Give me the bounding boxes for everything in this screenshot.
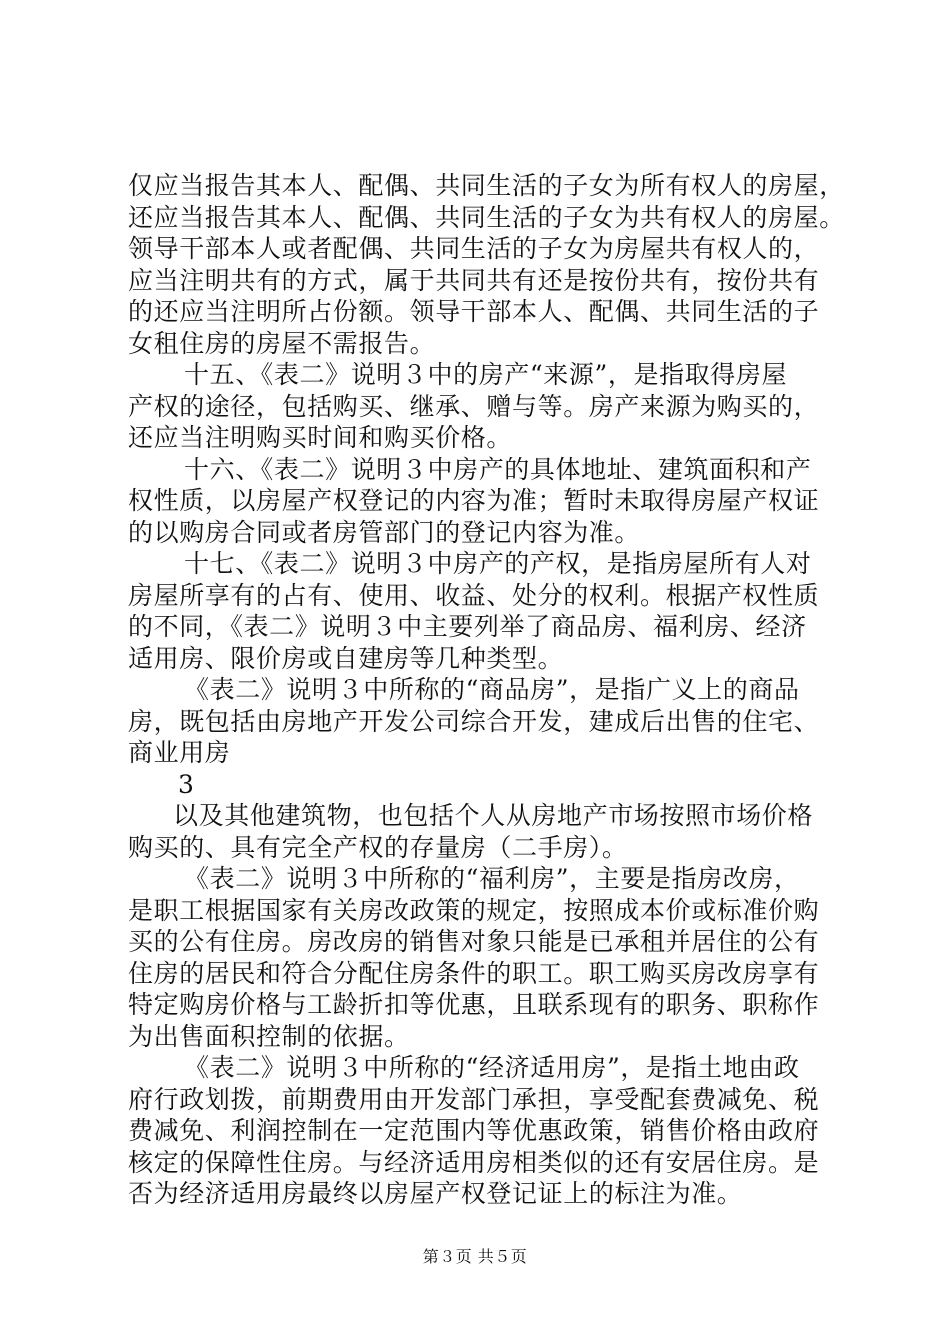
page-number-label: 第３页 共５页	[422, 1247, 528, 1266]
paragraph-welfare-housing	[128, 863, 838, 1052]
paragraph-item-15	[128, 359, 838, 454]
paragraph-item-16	[128, 454, 838, 549]
paragraph-commercial-housing-continued	[128, 800, 838, 863]
document-body	[128, 170, 845, 1210]
text-line: 适用房、限价房或自建房等几种类型。	[128, 643, 564, 673]
text-line: 费减免、利润控制在一定范围内等优惠政策，销售价格由政府	[128, 1116, 820, 1145]
text-line: 商业用房	[128, 738, 231, 767]
text-line: 核定的保障性住房。与经济适用房相类似的还有安居住房。是	[128, 1147, 820, 1177]
text-line: 府行政划拨，前期费用由开发部门承担，享受配套费减免、税	[128, 1084, 820, 1114]
inline-page-marker: 3	[178, 769, 195, 799]
text-line: 十七、《表二》说明３中房产的产权，是指房屋所有人对	[184, 549, 812, 578]
text-line: 女租住房的房屋不需报告。	[128, 328, 436, 358]
page-footer	[0, 1244, 950, 1267]
text-line: 的以购房合同或者房管部门的登记内容为准。	[128, 517, 641, 547]
text-line: 特定购房价格与工龄折扣等优惠，且联系现有的职务、职称作	[128, 990, 820, 1019]
text-line: 是职工根据国家有关房改政策的规定，按照成本价或标准价购	[128, 895, 820, 925]
paragraph-affordable-housing	[128, 1052, 838, 1210]
text-line: 《表二》说明３中所称的“经济适用房”，是指土地由政	[184, 1053, 800, 1082]
text-line: 房屋所享有的占有、使用、收益、处分的权利。根据产权性质	[128, 580, 820, 610]
text-line: 领导干部本人或者配偶、共同生活的子女为房屋共有权人的，	[128, 234, 820, 263]
text-line: 否为经济适用房最终以房屋产权登记证上的标注为准。	[128, 1179, 743, 1208]
text-line: 住房的居民和符合分配住房条件的职工。职工购买房改房享有	[128, 958, 820, 988]
text-line: 十五、《表二》说明３中的房产“来源”，是指取得房屋	[184, 360, 788, 389]
text-line: 仅应当报告其本人、配偶、共同生活的子女为所有权人的房屋，	[128, 171, 845, 200]
text-line: 《表二》说明３中所称的“商品房”，是指广义上的商品	[184, 675, 800, 704]
text-line: 为出售面积控制的依据。	[128, 1021, 410, 1051]
text-line: 权性质，以房屋产权登记的内容为准；暂时未取得房屋产权证	[128, 486, 820, 515]
text-line: 还应当注明购买时间和购买价格。	[128, 423, 513, 452]
paragraph-ownership-reporting	[128, 170, 845, 359]
text-line: 买的公有住房。房改房的销售对象只能是已承租并居住的公有	[128, 927, 820, 956]
text-line: 房，既包括由房地产开发公司综合开发，建成后出售的住宅、	[128, 706, 820, 736]
text-line: 的不同，《表二》说明３中主要列举了商品房、福利房、经济	[128, 612, 807, 641]
text-line: 十六、《表二》说明３中房产的具体地址、建筑面积和产	[184, 454, 812, 484]
text-line: 购买的、具有完全产权的存量房（二手房）。	[128, 832, 628, 862]
text-line: 的还应当注明所占份额。领导干部本人、配偶、共同生活的子	[128, 297, 820, 326]
text-line: 以及其他建筑物，也包括个人从房地产市场按照市场价格	[173, 801, 814, 830]
text-line: 《表二》说明３中所称的“福利房”，主要是指房改房，	[184, 864, 800, 893]
text-line: 还应当报告其本人、配偶、共同生活的子女为共有权人的房屋。	[128, 202, 845, 232]
text-line: 产权的途径，包括购买、继承、赠与等。房产来源为购买的，	[128, 391, 820, 421]
paragraph-commercial-housing	[128, 674, 838, 769]
text-line: 应当注明共有的方式，属于共同共有还是按份共有，按份共有	[128, 265, 820, 295]
paragraph-item-17	[128, 548, 838, 674]
